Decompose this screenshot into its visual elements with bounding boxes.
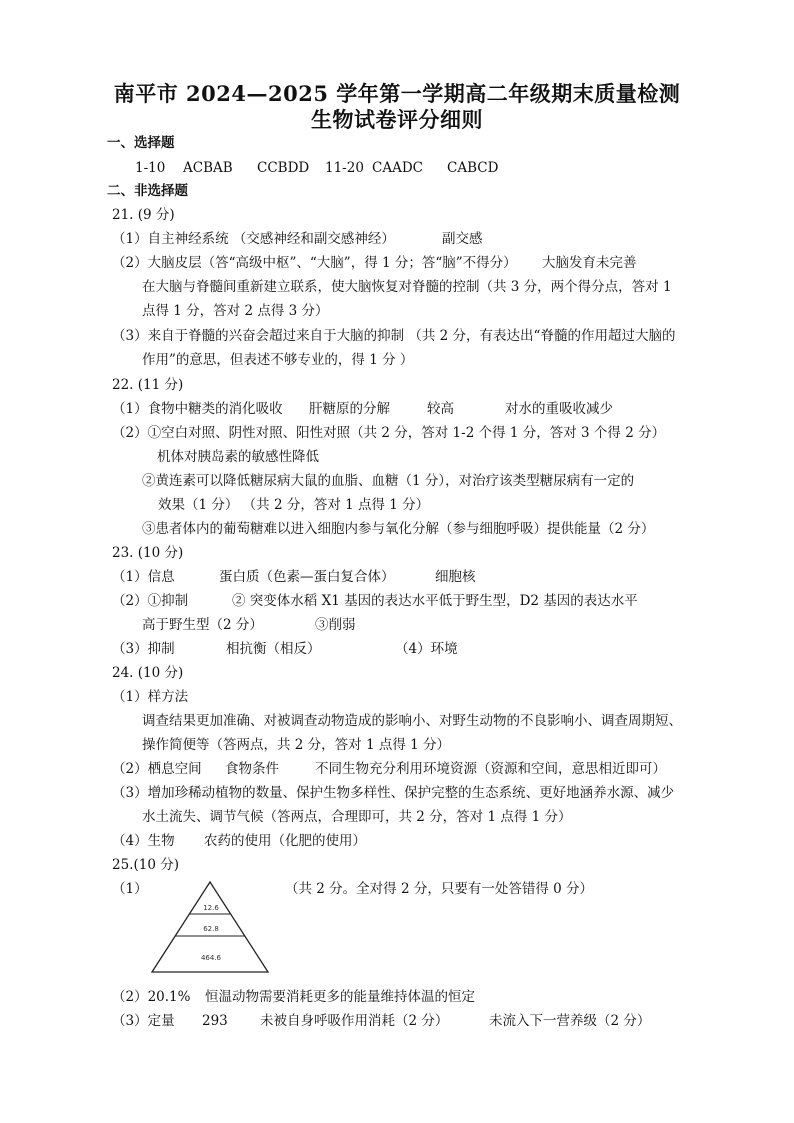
q22-answer-1d: 对水的重吸收减少 <box>505 401 613 417</box>
q22-answer-1a: （1）食物中糖类的消化吸收 <box>112 401 283 417</box>
q21-line-5: （3）来自于脊髓的兴奋会超过来自于大脑的抑制 （共 2 分，有表达出“脊髓的作用超过大脑的 <box>112 328 676 344</box>
q23-line-3 <box>142 616 356 634</box>
pyramid-level-bottom: 464.6 <box>200 954 222 962</box>
q24-answer-7b: 农药的使用（化肥的使用） <box>204 833 366 849</box>
q24-line-7 <box>112 832 366 850</box>
q25-answer-2a: （2）20.1% <box>112 989 191 1005</box>
q21-answer-1b: 副交感 <box>442 231 483 247</box>
q24-answer-4a: （2）栖息空间 <box>112 761 202 777</box>
q25-answer-3a: （3）定量 <box>112 1013 175 1029</box>
pyramid-level-top: 12.6 <box>203 904 219 912</box>
q22-line-6: ③患者体内的葡萄糖难以进入细胞内参与氧化分解（参与细胞呼吸）提供能量（2 分） <box>142 521 655 537</box>
q23-line-1 <box>112 568 476 586</box>
q24-line-6: 水土流失、调节气候（答两点，合理即可，共 2 分，答对 1 点得 1 分） <box>142 809 572 825</box>
q21-answer-2b: 大脑发育未完善 <box>542 255 637 271</box>
q25-answer-3b: 293 <box>202 1013 228 1029</box>
q21-line-3: 在大脑与脊髓间重新建立联系，使大脑恢复对脊髓的控制（共 3 分，两个得分点，答对 1 <box>142 279 672 295</box>
q25-line-1-label: （1） <box>112 881 148 897</box>
q22-answer-1c: 较高 <box>427 401 454 417</box>
q24-answer-4c: 不同生物充分利用环境资源（资源和空间，意思相近即可） <box>315 761 666 777</box>
q22-line-2: （2）①空白对照、阴性对照、阳性对照（共 2 分，答对 1-2 个得 1 分，答对 3 个得 2 分） <box>112 425 666 441</box>
section-heading-choice: 一、选择题 <box>107 135 175 151</box>
q23-line-4 <box>112 640 458 658</box>
q23-answer-4c: （4）环境 <box>395 641 458 657</box>
q24-line-3: 操作简便等（答两点，共 2 分，答对 1 点得 1 分） <box>142 737 451 753</box>
choice-answers-row <box>135 159 499 177</box>
q23-answer-2b: ② 突变体水稻 X1 基因的表达水平低于野生型，D2 基因的表达水平 <box>232 593 638 609</box>
q23-answer-1c: 细胞核 <box>435 569 476 585</box>
q25-line-3 <box>112 1012 651 1030</box>
q24-line-4 <box>112 760 666 778</box>
q24-answer-7a: （4）生物 <box>112 833 175 849</box>
q23-line-2 <box>112 592 638 610</box>
q23-answer-4a: （3）抑制 <box>112 641 175 657</box>
q25-line-2 <box>112 988 475 1006</box>
q23-answer-1b: 蛋白质（色素—蛋白复合体） <box>219 569 395 585</box>
q22-answer-1b: 肝糖原的分解 <box>309 401 390 417</box>
q24-line-1: （1）样方法 <box>112 689 189 705</box>
answers-11-15: CAADC <box>372 160 423 176</box>
q21-line-6: 作用”的意思，但表述不够专业的，得 1 分 ） <box>142 352 414 368</box>
q21-answer-1a: （1）自主神经系统 （交感神经和副交感神经） <box>112 231 395 247</box>
question-25-heading: 25.(10 分) <box>112 857 179 873</box>
section-heading-nonchoice: 二、非选择题 <box>107 183 188 199</box>
q23-answer-4b: 相抗衡（相反） <box>226 641 321 657</box>
question-22-heading: 22. (11 分) <box>112 377 184 393</box>
q21-line-2 <box>112 254 637 272</box>
q25-answer-3c: 未被自身呼吸作用消耗（2 分） <box>260 1013 449 1029</box>
q24-line-2: 调查结果更加准确、对被调查动物造成的影响小、对野生动物的不良影响小、调查周期短、 <box>142 713 682 729</box>
q23-answer-2a: （2）①抑制 <box>112 593 189 609</box>
q21-answer-2a: （2）大脑皮层（答“高级中枢”、“大脑”，得 1 分；答“脑”不得分） <box>112 255 517 271</box>
q23-answer-3a: 高于野生型（2 分） <box>142 617 263 633</box>
answers-16-20: CABCD <box>447 160 499 176</box>
page-title: 南平市 2024—2025 学年第一学期高二年级期末质量检测 <box>113 81 681 106</box>
q25-line-1-note: （共 2 分。全对得 2 分，只要有一处答错得 0 分） <box>285 881 594 897</box>
energy-pyramid-diagram <box>150 880 270 974</box>
question-21-heading: 21. (9 分) <box>112 207 175 223</box>
q22-line-1 <box>112 400 613 418</box>
q21-line-1 <box>112 230 483 248</box>
range-label-11-20: 11-20 <box>325 160 364 176</box>
question-23-heading: 23. (10 分) <box>112 545 184 561</box>
answers-6-10: CCBDD <box>257 160 310 176</box>
page-subtitle: 生物试卷评分细则 <box>311 107 483 132</box>
q22-line-5: 效果（1 分） （共 2 分，答对 1 点得 1 分） <box>158 497 430 513</box>
q24-answer-4b: 食物条件 <box>225 761 279 777</box>
q25-answer-3d: 未流入下一营养级（2 分） <box>489 1013 651 1029</box>
question-24-heading: 24. (10 分) <box>112 665 184 681</box>
q23-answer-1a: （1）信息 <box>112 569 175 585</box>
q23-answer-3b: ③削弱 <box>315 617 356 633</box>
q22-line-4: ②黄连素可以降低糖尿病大鼠的血脂、血糖（1 分），对治疗该类型糖尿病有一定的 <box>142 473 635 489</box>
pyramid-level-middle: 62.8 <box>203 925 219 933</box>
q22-line-3: 机体对胰岛素的敏感性降低 <box>157 449 319 465</box>
q21-line-4: 点得 1 分，答对 2 点得 3 分） <box>142 303 329 319</box>
q25-answer-2b: 恒温动物需要消耗更多的能量维持体温的恒定 <box>205 989 475 1005</box>
q24-line-5: （3）增加珍稀动植物的数量、保护生物多样性、保护完整的生态系统、更好地涵养水源、减少 <box>112 785 675 801</box>
answers-1-5: ACBAB <box>183 160 233 176</box>
range-label-1-10: 1-10 <box>135 160 166 176</box>
